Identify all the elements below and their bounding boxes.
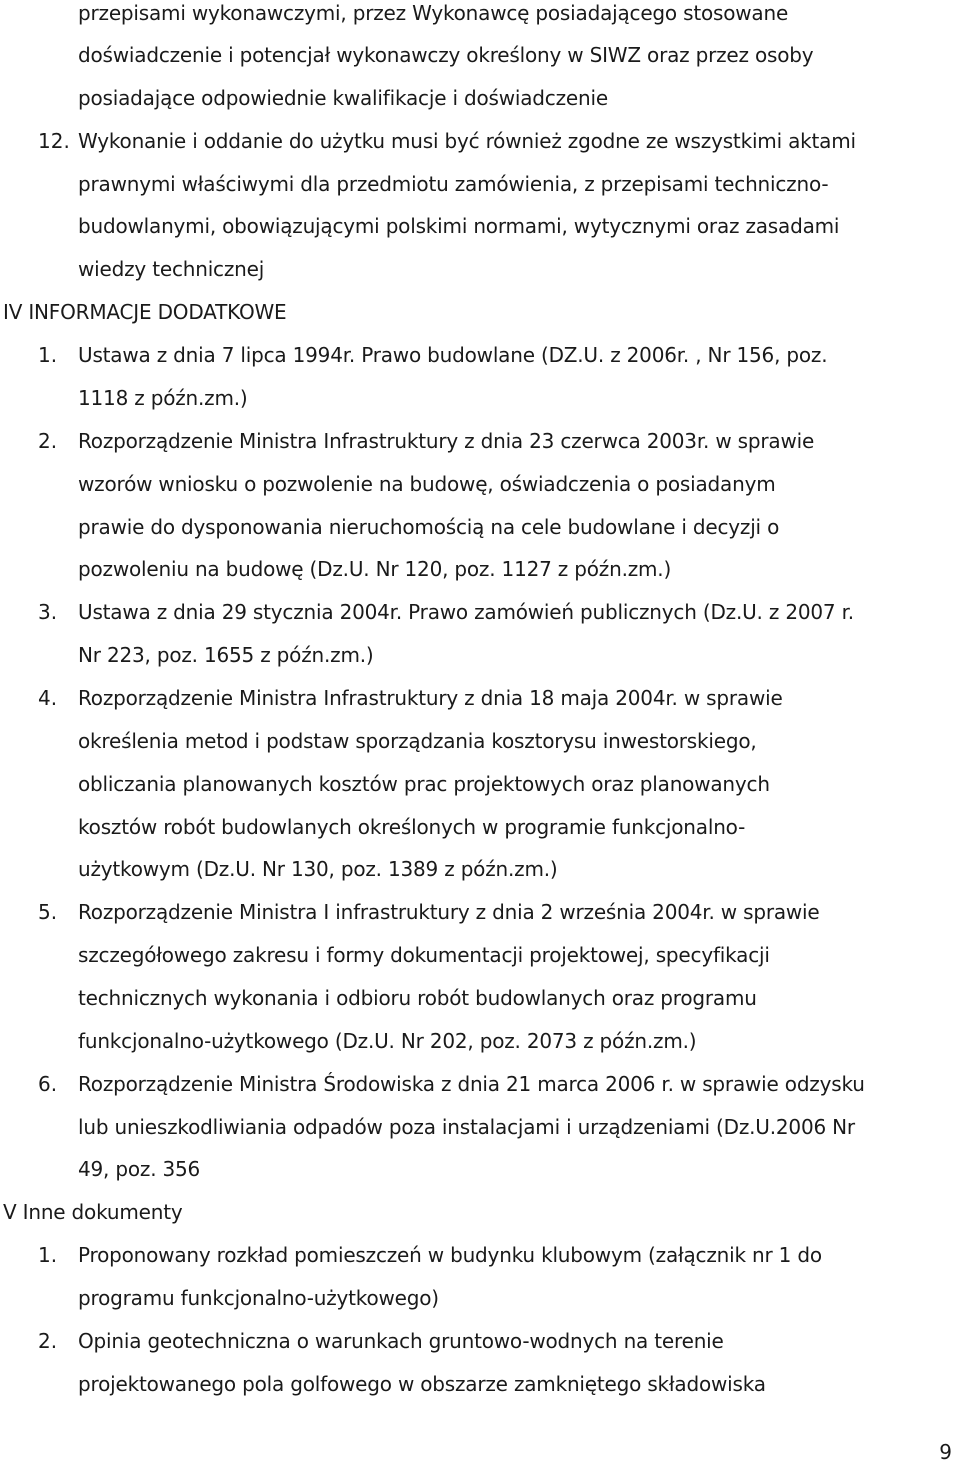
list-number: 1. xyxy=(38,1243,58,1267)
section-heading: V Inne dokumenty xyxy=(3,1200,183,1224)
text-line: 1118 z późn.zm.) xyxy=(78,386,248,410)
text-line: funkcjonalno-użytkowego (Dz.U. Nr 202, poz. 2073 z późn.zm.) xyxy=(78,1029,697,1053)
text-line: kosztów robót budowlanych określonych w programie funkcjonalno- xyxy=(78,815,746,839)
text-line: szczegółowego zakresu i formy dokumentacji projektowej, specyfikacji xyxy=(78,943,770,967)
text-line: Rozporządzenie Ministra I infrastruktury z dnia 2 września 2004r. w sprawie xyxy=(78,900,820,924)
text-line: Rozporządzenie Ministra Infrastruktury z dnia 18 maja 2004r. w sprawie xyxy=(78,686,783,710)
text-line: Ustawa z dnia 7 lipca 1994r. Prawo budowlane (DZ.U. z 2006r. , Nr 156, poz. xyxy=(78,343,828,367)
text-line: Nr 223, poz. 1655 z późn.zm.) xyxy=(78,643,374,667)
text-line: programu funkcjonalno-użytkowego) xyxy=(78,1286,439,1310)
page-number: 9 xyxy=(939,1440,952,1464)
text-line: wiedzy technicznej xyxy=(78,257,265,281)
list-number: 2. xyxy=(38,1329,58,1353)
text-line: prawie do dysponowania nieruchomością na cele budowlane i decyzji o xyxy=(78,515,780,539)
text-line: użytkowym (Dz.U. Nr 130, poz. 1389 z późn.zm.) xyxy=(78,857,558,881)
text-line: 49, poz. 356 xyxy=(78,1157,201,1181)
text-line: Opinia geotechniczna o warunkach gruntowo-wodnych na terenie xyxy=(78,1329,724,1353)
list-number: 2. xyxy=(38,429,58,453)
text-line: Rozporządzenie Ministra Środowiska z dnia 21 marca 2006 r. w sprawie odzysku xyxy=(78,1072,865,1096)
list-number: 3. xyxy=(38,600,58,624)
list-number: 6. xyxy=(38,1072,58,1096)
list-number: 5. xyxy=(38,900,58,924)
text-line: Wykonanie i oddanie do użytku musi być również zgodne ze wszystkimi aktami xyxy=(78,129,856,153)
text-line: lub unieszkodliwiania odpadów poza instalacjami i urządzeniami (Dz.U.2006 Nr xyxy=(78,1115,855,1139)
text-line: pozwoleniu na budowę (Dz.U. Nr 120, poz. 1127 z późn.zm.) xyxy=(78,557,672,581)
list-number: 4. xyxy=(38,686,58,710)
list-number: 1. xyxy=(38,343,58,367)
text-line: posiadające odpowiednie kwalifikacje i doświadczenie xyxy=(78,86,608,110)
text-line: Proponowany rozkład pomieszczeń w budynku klubowym (załącznik nr 1 do xyxy=(78,1243,822,1267)
text-line: wzorów wniosku o pozwolenie na budowę, oświadczenia o posiadanym xyxy=(78,472,776,496)
text-line: doświadczenie i potencjał wykonawczy określony w SIWZ oraz przez osoby xyxy=(78,43,814,67)
text-line: obliczania planowanych kosztów prac projektowych oraz planowanych xyxy=(78,772,770,796)
text-line: prawnymi właściwymi dla przedmiotu zamówienia, z przepisami techniczno- xyxy=(78,172,829,196)
section-heading: IV INFORMACJE DODATKOWE xyxy=(3,300,287,324)
text-line: określenia metod i podstaw sporządzania kosztorysu inwestorskiego, xyxy=(78,729,757,753)
text-line: projektowanego pola golfowego w obszarze zamkniętego składowiska xyxy=(78,1372,766,1396)
text-line: Ustawa z dnia 29 stycznia 2004r. Prawo zamówień publicznych (Dz.U. z 2007 r. xyxy=(78,600,854,624)
text-line: budowlanymi, obowiązującymi polskimi normami, wytycznymi oraz zasadami xyxy=(78,214,840,238)
text-line: przepisami wykonawczymi, przez Wykonawcę posiadającego stosowane xyxy=(78,1,789,25)
text-line: Rozporządzenie Ministra Infrastruktury z dnia 23 czerwca 2003r. w sprawie xyxy=(78,429,815,453)
list-number: 12. xyxy=(38,129,70,153)
text-line: technicznych wykonania i odbioru robót budowlanych oraz programu xyxy=(78,986,757,1010)
